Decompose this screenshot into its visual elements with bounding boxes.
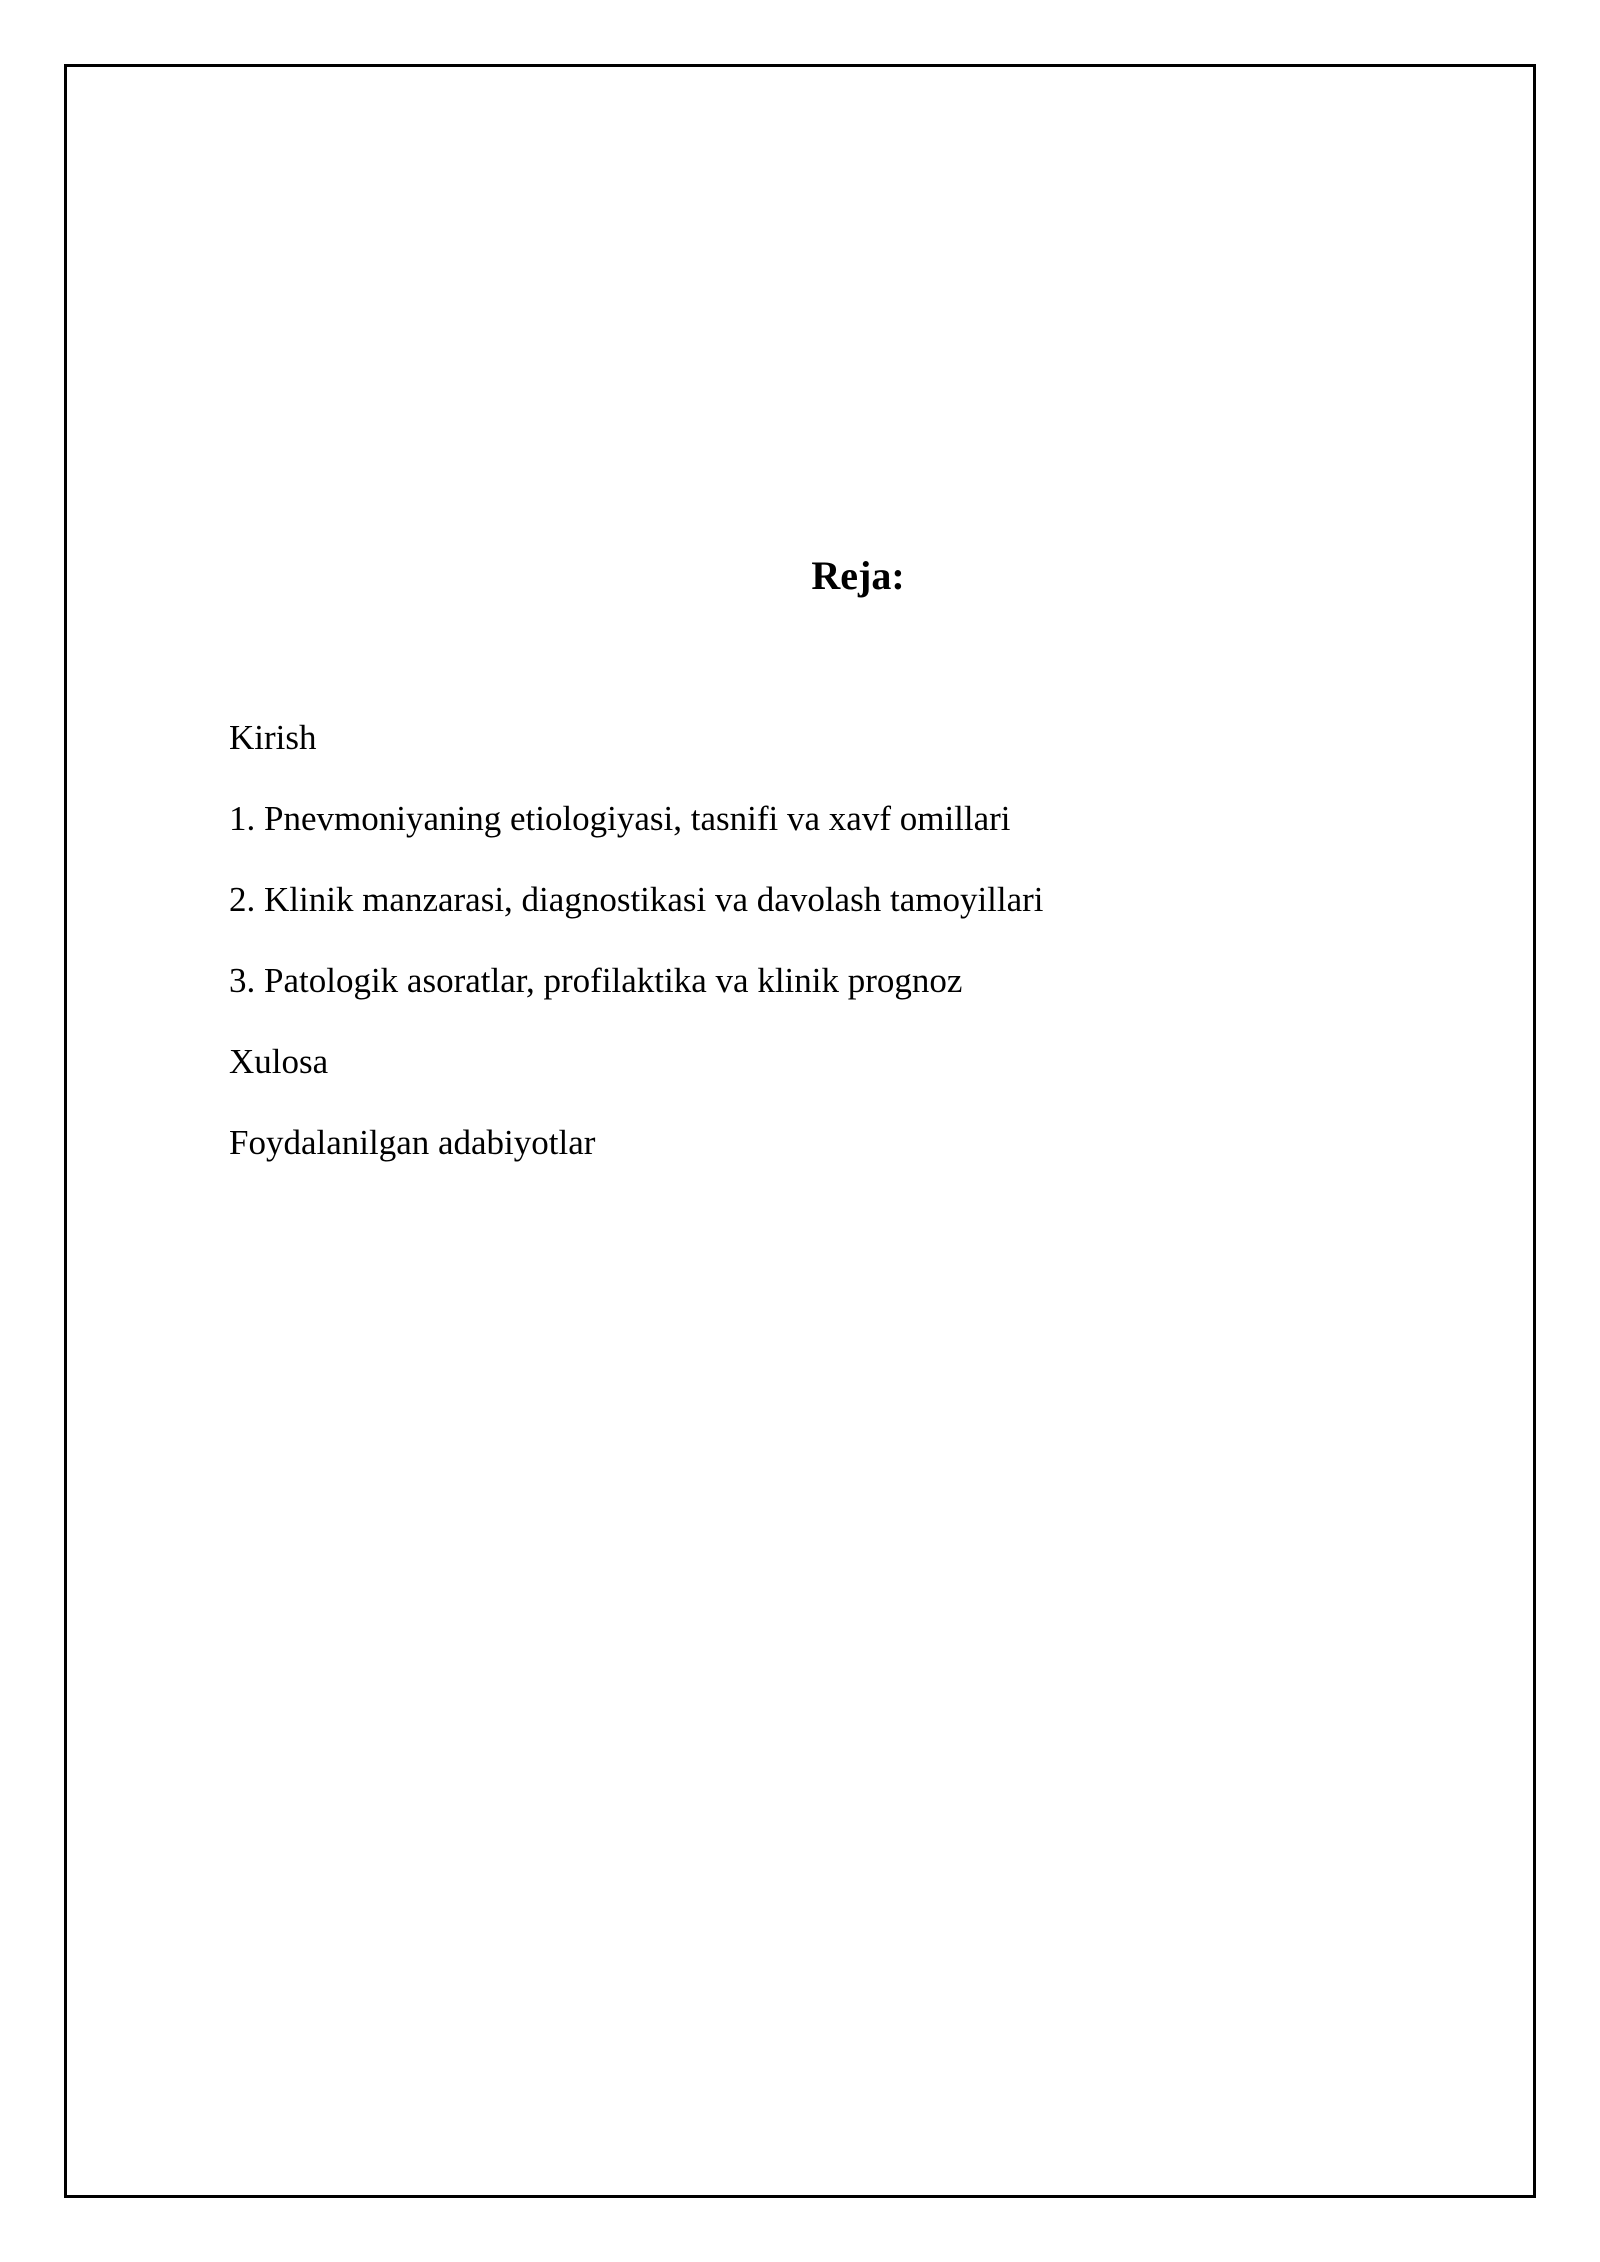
plan-item-references: Foydalanilgan adabiyotlar xyxy=(229,1123,596,1162)
plan-item-conclusion: Xulosa xyxy=(229,1042,329,1081)
plan-item-chapter-3: 3. Patologik asoratlar, profilaktika va klinik prognoz xyxy=(229,961,963,1000)
plan-item-introduction: Kirish xyxy=(229,718,317,757)
plan-item-chapter-2: 2. Klinik manzarasi, diagnostikasi va davolash tamoyillari xyxy=(229,880,1044,919)
page-title: Reja: xyxy=(811,553,905,598)
plan-item-chapter-1: 1. Pnevmoniyaning etiologiyasi, tasnifi va xavf omillari xyxy=(229,799,1011,838)
plan-list xyxy=(229,697,1044,1183)
